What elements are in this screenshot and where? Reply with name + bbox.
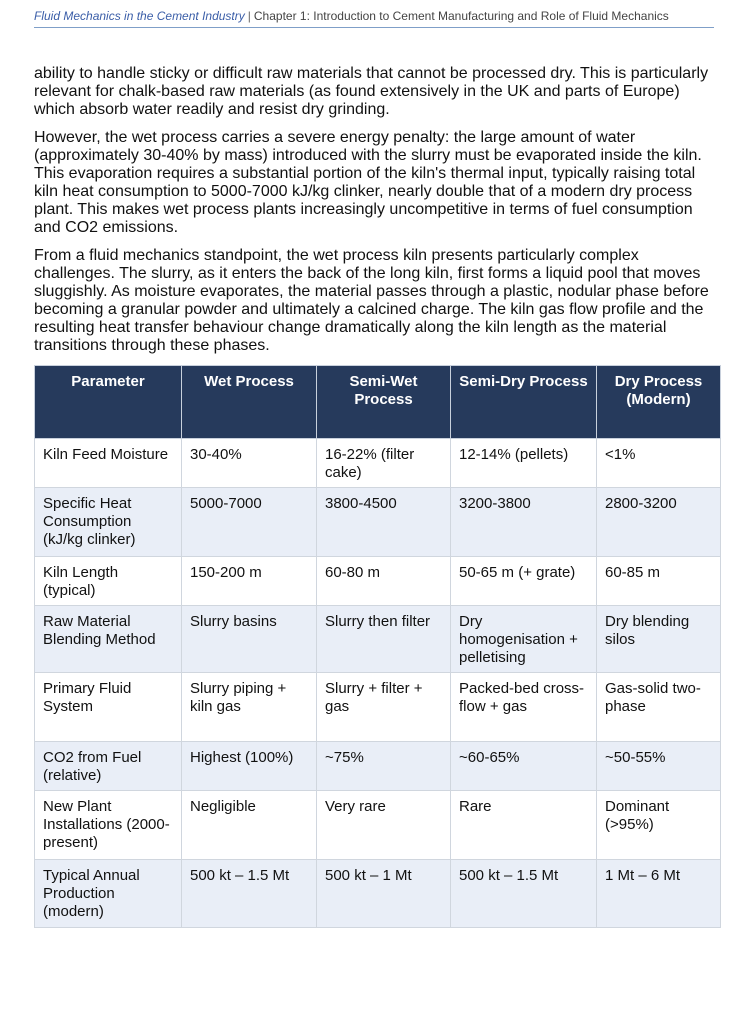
- table-cell: 500 kt – 1 Mt: [317, 860, 451, 928]
- table-cell: ~60-65%: [451, 742, 597, 791]
- table-cell: CO2 from Fuel (relative): [35, 742, 182, 791]
- table-cell: 60-85 m: [597, 557, 721, 606]
- table-cell: Slurry basins: [182, 606, 317, 673]
- table-cell: 150-200 m: [182, 557, 317, 606]
- table-cell: Dry blending silos: [597, 606, 721, 673]
- table-cell: Rare: [451, 791, 597, 860]
- table-cell: Kiln Feed Moisture: [35, 439, 182, 488]
- table-cell: Negligible: [182, 791, 317, 860]
- table-cell: Typical Annual Production (modern): [35, 860, 182, 928]
- table-cell: New Plant Installations (2000-present): [35, 791, 182, 860]
- table-cell: ~50-55%: [597, 742, 721, 791]
- table-cell: Raw Material Blending Method: [35, 606, 182, 673]
- table-cell: 30-40%: [182, 439, 317, 488]
- table-cell: 3800-4500: [317, 488, 451, 557]
- chapter-title: Chapter 1: Introduction to Cement Manufacturing and Role of Fluid Mechanics: [253, 9, 669, 23]
- table-cell: Very rare: [317, 791, 451, 860]
- table-cell: 16-22% (filter cake): [317, 439, 451, 488]
- column-header: Wet Process: [182, 366, 317, 439]
- table-cell: 500 kt – 1.5 Mt: [182, 860, 317, 928]
- table-cell: Slurry piping + kiln gas: [182, 673, 317, 742]
- table-cell: 50-65 m (+ grate): [451, 557, 597, 606]
- table-cell: 5000-7000: [182, 488, 317, 557]
- paragraph: From a fluid mechanics standpoint, the wet process kiln presents particularly complex challenges. The slurry, as it enters the back of the long kiln, first forms a liquid pool that moves sluggishly. As moisture evaporates, the material passes through a plastic, nodular phase before becoming a granular powder and ultimately a calcined charge. The kiln gas flow profile and the resulting heat transfer behaviour change dramatically along the kiln length as the material transitions through these phases.: [34, 247, 709, 354]
- table-cell: 2800-3200: [597, 488, 721, 557]
- process-comparison-table: [34, 365, 721, 928]
- table-row: [35, 742, 721, 791]
- paragraph: However, the wet process carries a severe energy penalty: the large amount of water (approximately 30-40% by mass) introduced with the slurry must be evaporated inside the kiln. This evaporation requires a substantial portion of the kiln's thermal input, typically raising total kiln heat consumption to 5000-7000 kJ/kg clinker, nearly double that of a modern dry process plant. This makes wet process plants increasingly uncompetitive in terms of fuel consumption and CO2 emissions.: [34, 129, 702, 236]
- column-header: Dry Process (Modern): [597, 366, 721, 439]
- column-header: Semi-Wet Process: [317, 366, 451, 439]
- table-row: [35, 557, 721, 606]
- table-cell: 12-14% (pellets): [451, 439, 597, 488]
- table-cell: Slurry + filter + gas: [317, 673, 451, 742]
- running-header: [34, 9, 714, 28]
- table-cell: ~75%: [317, 742, 451, 791]
- table-cell: Specific Heat Consumption (kJ/kg clinker): [35, 488, 182, 557]
- table-cell: 1 Mt – 6 Mt: [597, 860, 721, 928]
- header-separator: |: [247, 9, 251, 23]
- table-cell: Primary Fluid System: [35, 673, 182, 742]
- table-cell: <1%: [597, 439, 721, 488]
- table-cell: Slurry then filter: [317, 606, 451, 673]
- table-cell: Dominant (>95%): [597, 791, 721, 860]
- table-row: [35, 791, 721, 860]
- table-cell: Dry homogenisation + pelletising: [451, 606, 597, 673]
- column-header: Semi-Dry Process: [451, 366, 597, 439]
- table-cell: Kiln Length (typical): [35, 557, 182, 606]
- column-header: Parameter: [35, 366, 182, 439]
- table-cell: Packed-bed cross-flow + gas: [451, 673, 597, 742]
- table-cell: 3200-3800: [451, 488, 597, 557]
- table-row: [35, 860, 721, 928]
- table-cell: 60-80 m: [317, 557, 451, 606]
- page-content: [34, 65, 718, 928]
- table-cell: 500 kt – 1.5 Mt: [451, 860, 597, 928]
- table-cell: Highest (100%): [182, 742, 317, 791]
- table-row: [35, 673, 721, 742]
- table-row: [35, 439, 721, 488]
- book-title: Fluid Mechanics in the Cement Industry: [34, 9, 245, 23]
- paragraph: ability to handle sticky or difficult raw materials that cannot be processed dry. This is particularly relevant for chalk-based raw materials (as found extensively in the UK and parts of Europe) which absorb water readily and resist dry grinding.: [34, 65, 709, 118]
- table-header-row: [35, 366, 721, 439]
- table-row: [35, 606, 721, 673]
- table-row: [35, 488, 721, 557]
- table-cell: Gas-solid two-phase: [597, 673, 721, 742]
